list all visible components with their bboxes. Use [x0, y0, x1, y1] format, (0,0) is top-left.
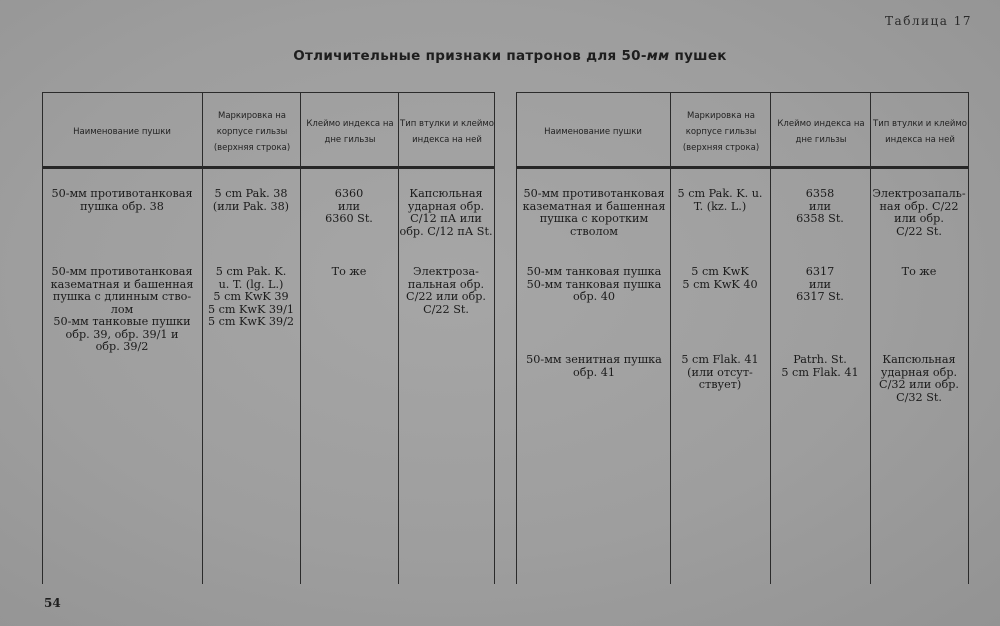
title-unit: мм [646, 48, 670, 64]
left-table [42, 92, 494, 584]
col-header-index: Клеймо индекса на дне гильзы [306, 119, 394, 145]
table-cell-index: 6360 или 6360 St. [325, 187, 373, 225]
table-cell-index: Patrh. St. 5 cm Flak. 41 [781, 353, 859, 379]
col-header-bushing: Тип втулки и клеймо индекса на ней [873, 119, 967, 145]
page-number: 54 [44, 596, 61, 610]
table-cell-bushing: Капсюльная ударная обр. С/32 или обр. С/32 St. [879, 353, 959, 404]
table-cell-index: 6358 или 6358 St. [796, 187, 844, 225]
title-text-1: Отличительные признаки патронов для 50- [293, 48, 647, 64]
table-cell-marking: 5 cm KwK 5 cm KwK 40 [682, 265, 758, 291]
table-number: Таблица 17 [885, 14, 972, 28]
table-cell-gun: 50-мм противотанковая пушка обр. 38 [51, 187, 193, 213]
col-header-bushing: Тип втулки и клеймо индекса на ней [400, 119, 494, 145]
table-cell-marking: 5 cm Pak. 38 (или Pak. 38) [212, 187, 290, 213]
table-cell-gun: 50-мм зенитная пушка обр. 41 [526, 353, 662, 379]
table-cell-gun: 50-мм противотанковая казематная и башенная пушка с длинным ство- лом 50-мм танковые пушки обр. 39, обр. 39/1 и обр. 39/2 [50, 265, 194, 353]
table-cell-gun: 50-мм танковая пушка 50-мм танковая пушка обр. 40 [526, 265, 662, 303]
table-cell-bushing: Капсюльная ударная обр. С/12 пА или обр. С/12 пА St. [399, 187, 493, 238]
table-cell-bushing: Электрозапаль- ная обр. С/22 или обр. С/22 St. [872, 187, 966, 238]
table-cell-marking: 5 cm Pak. K. u. T. (kz. L.) [677, 187, 763, 213]
right-table [516, 92, 968, 584]
col-header-gun: Наименование пушки [544, 127, 642, 137]
table-cell-index: То же [331, 265, 367, 278]
table-cell-marking: 5 cm Flak. 41 (или отсут- ствует) [681, 353, 759, 391]
col-header-marking: Маркировка на корпусе гильзы (верхняя строка) [682, 111, 760, 153]
col-header-gun: Наименование пушки [73, 127, 171, 137]
col-header-index: Клеймо индекса на дне гильзы [777, 119, 865, 145]
table-cell-bushing: То же [901, 265, 937, 278]
title-text-2: пушек [669, 48, 727, 64]
page-title [0, 48, 1000, 64]
col-header-marking: Маркировка на корпусе гильзы (верхняя строка) [213, 111, 291, 153]
table-cell-index: 6317 или 6317 St. [796, 265, 844, 303]
table-cell-marking: 5 cm Pak. K. u. T. (lg. L.) 5 cm KwK 39 5 cm KwK 39/1 5 cm KwK 39/2 [207, 265, 295, 328]
table-cell-bushing: Электроза- пальная обр. С/22 или обр. С/22 St. [406, 265, 486, 316]
table-cell-gun: 50-мм противотанковая казематная и башенная пушка с коротким стволом [522, 187, 666, 238]
